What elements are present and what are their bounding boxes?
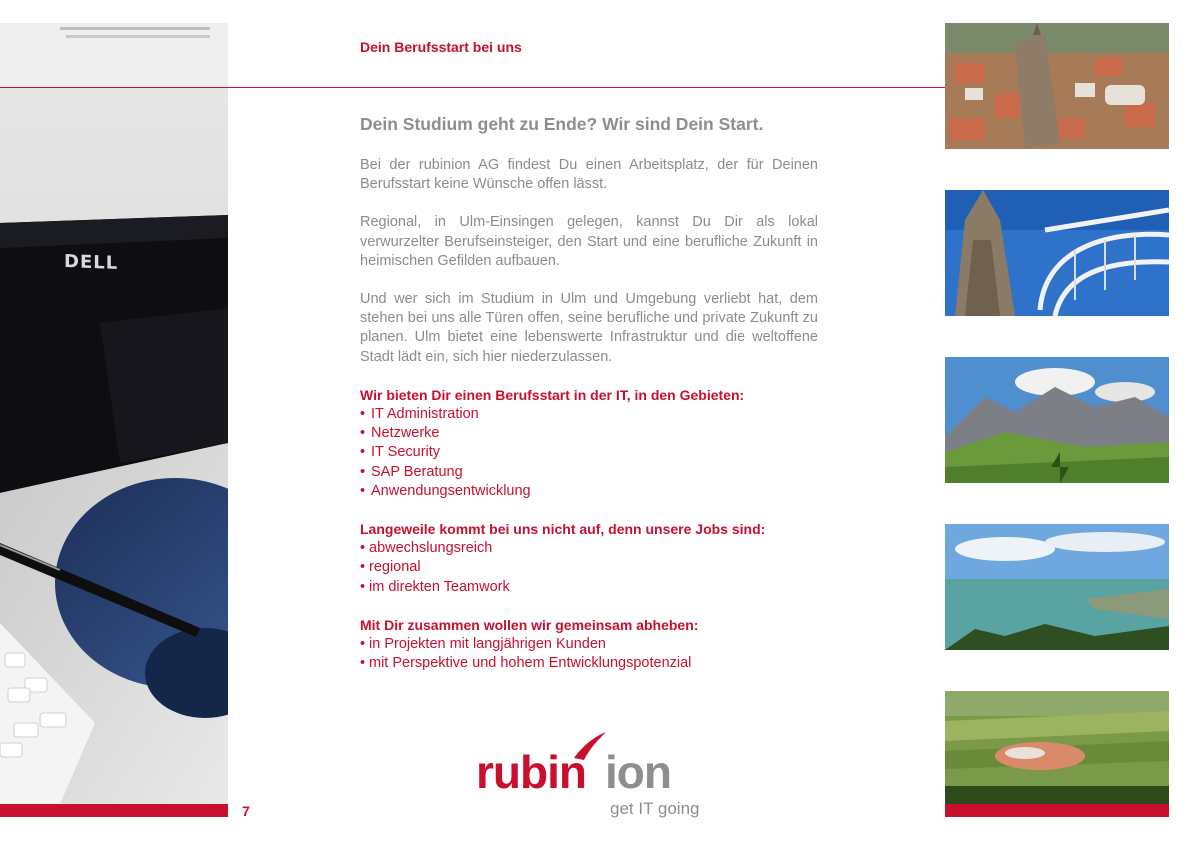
desk-photo	[0, 23, 228, 804]
paragraph: Und wer sich im Studium in Ulm und Umgebung verliebt hat, dem stehen bei uns alle Türen offen, seine berufliche und private Zukunft zu planen. Ulm bietet eine lebenswerte Infrastruktur und die weltoffene Stadt lädt ein, sich hier niederzulassen.	[360, 291, 818, 365]
bullet-list	[360, 539, 818, 597]
section-heading: Wir bieten Dir einen Berufsstart in der IT, in den Gebieten:	[360, 386, 745, 403]
logo-brand-grey: ion	[605, 746, 671, 798]
list-item: • abwechslungsreich	[360, 539, 818, 558]
bullet-icon: •	[360, 559, 366, 576]
bullet-icon: •	[360, 444, 366, 461]
list-item: • SAP Beratung	[360, 463, 818, 482]
headline: Dein Studium geht zu Ende? Wir sind Dein Start.	[360, 114, 764, 134]
logo-tagline: get IT going	[610, 799, 700, 818]
list-item: • in Projekten mit langjährigen Kunden	[360, 635, 818, 654]
section-title: Dein Berufsstart bei uns	[360, 39, 522, 55]
list-item: • IT Security	[360, 443, 818, 462]
photo-mountains	[945, 357, 1169, 483]
bullet-list	[360, 635, 818, 673]
bullet-icon: •	[360, 406, 366, 423]
photo-village	[945, 691, 1169, 817]
list-item: • Anwendungsentwicklung	[360, 482, 818, 501]
list-item: • mit Perspektive und hohem Entwicklungspotenzial	[360, 654, 818, 673]
bullet-icon: •	[360, 482, 366, 499]
section-heading: Langeweile kommt bei uns nicht auf, denn unsere Jobs sind:	[360, 521, 766, 538]
list-item: • im direkten Teamwork	[360, 578, 818, 597]
logo-brand-red: rubin	[476, 746, 586, 798]
monitor-brand-label: DELL	[64, 251, 119, 274]
main-content	[360, 113, 818, 692]
bullet-icon: •	[360, 578, 366, 595]
bottom-accent-bar-right	[945, 804, 1169, 817]
bullet-icon: •	[360, 463, 366, 480]
list-item: • regional	[360, 558, 818, 577]
bullet-icon: •	[360, 425, 366, 442]
list-item: • IT Administration	[360, 405, 818, 424]
paragraph: Regional, in Ulm-Einsingen gelegen, kannst Du Dir als lokal verwurzelter Berufseinsteiger, den Start und eine berufliche Zukunft in heimischen Gefilden aufbauen.	[360, 214, 818, 269]
bullet-icon: •	[360, 655, 366, 672]
bullet-icon: •	[360, 540, 366, 557]
list-item: • Netzwerke	[360, 424, 818, 443]
paragraph: Bei der rubinion AG findest Du einen Arbeitsplatz, der für Deinen Berufsstart keine Wünsche offen lässt.	[360, 157, 818, 193]
section-heading: Mit Dir zusammen wollen wir gemeinsam abheben:	[360, 616, 699, 633]
rubinion-logo	[474, 726, 704, 821]
photo-minster-stairs	[945, 190, 1169, 316]
page-number: 7	[242, 803, 250, 819]
bullet-list	[360, 405, 818, 501]
photo-lake	[945, 524, 1169, 650]
photo-ulm-aerial	[945, 23, 1169, 149]
bullet-icon: •	[360, 636, 366, 653]
bottom-accent-bar-left	[0, 804, 228, 817]
header-divider	[0, 87, 945, 88]
